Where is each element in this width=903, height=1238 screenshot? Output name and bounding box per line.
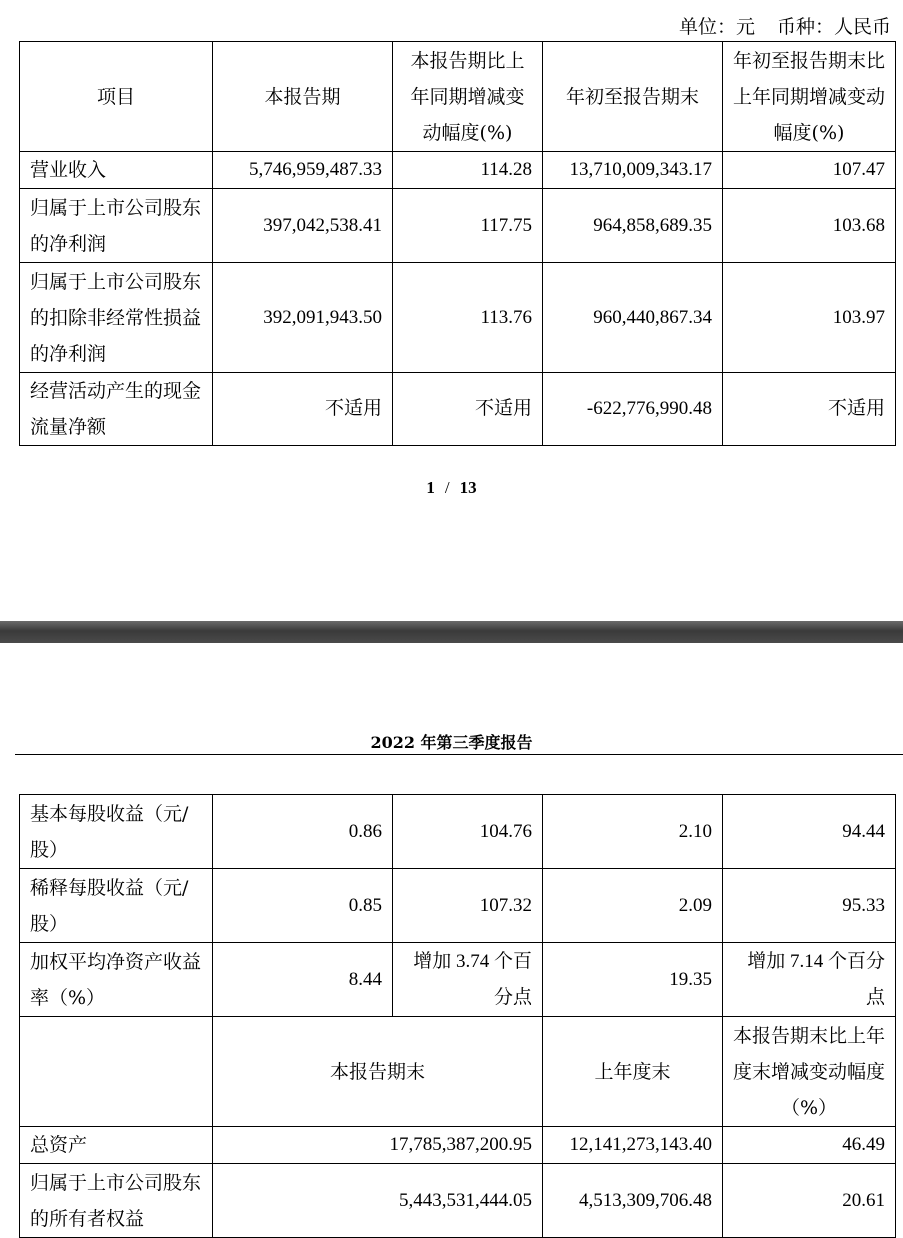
- cell-ytd: 13,710,009,343.17: [543, 152, 723, 189]
- cell-ytd: 960,440,867.34: [543, 263, 723, 373]
- row-label: 营业收入: [20, 152, 213, 189]
- header-ytd-change: 年初至报告期末比上年同期增减变动幅度(%): [723, 42, 896, 152]
- unit-currency-line: [657, 12, 891, 39]
- unit-label: 单位：元: [678, 16, 755, 38]
- subheader-item: [20, 1017, 213, 1127]
- cell-current: 0.85: [213, 869, 393, 943]
- cell-change: 46.49: [723, 1127, 896, 1164]
- row-label: 归属于上市公司股东的所有者权益: [20, 1164, 213, 1238]
- page-total: 13: [459, 478, 477, 497]
- cell-period-end: 17,785,387,200.95: [213, 1127, 543, 1164]
- table-subheader-row: [20, 1017, 896, 1127]
- page-current: 1: [426, 478, 435, 497]
- cell-prior-year-end: 4,513,309,706.48: [543, 1164, 723, 1238]
- cell-ytd-change: 95.33: [723, 869, 896, 943]
- header-ytd: 年初至报告期末: [543, 42, 723, 152]
- cell-change: 107.32: [393, 869, 543, 943]
- document-title: 2022 年第三季度报告: [370, 733, 533, 752]
- row-label: 总资产: [20, 1127, 213, 1164]
- row-label: 归属于上市公司股东的净利润: [20, 189, 213, 263]
- cell-ytd-change: 94.44: [723, 795, 896, 869]
- cell-period-end: 5,443,531,444.05: [213, 1164, 543, 1238]
- table-row: [20, 189, 896, 263]
- page-number: [0, 478, 903, 498]
- page-separator: /: [444, 478, 450, 497]
- row-label: 加权平均净资产收益率（%）: [20, 943, 213, 1017]
- financial-table-1: [19, 41, 896, 446]
- title-rule: [15, 754, 903, 755]
- subheader-change: 本报告期末比上年度末增减变动幅度（%）: [723, 1017, 896, 1127]
- cell-ytd: 2.09: [543, 869, 723, 943]
- cell-prior-year-end: 12,141,273,143.40: [543, 1127, 723, 1164]
- cell-current: 8.44: [213, 943, 393, 1017]
- subheader-prior-year-end: 上年度末: [543, 1017, 723, 1127]
- table-header-row: [20, 42, 896, 152]
- cell-current: 不适用: [213, 373, 393, 446]
- subheader-period-end: 本报告期末: [213, 1017, 543, 1127]
- cell-change: 104.76: [393, 795, 543, 869]
- table-row: [20, 943, 896, 1017]
- header-item: 项目: [20, 42, 213, 152]
- table-row: [20, 373, 896, 446]
- page-divider: [0, 621, 903, 643]
- cell-ytd-change: 增加 7.14 个百分点: [723, 943, 896, 1017]
- cell-ytd-change: 103.97: [723, 263, 896, 373]
- table-row: [20, 869, 896, 943]
- currency-label: 币种：人民币: [776, 16, 891, 38]
- cell-ytd-change: 107.47: [723, 152, 896, 189]
- cell-ytd: 2.10: [543, 795, 723, 869]
- cell-ytd: 964,858,689.35: [543, 189, 723, 263]
- cell-ytd-change: 不适用: [723, 373, 896, 446]
- cell-change: 114.28: [393, 152, 543, 189]
- row-label: 基本每股收益（元/股）: [20, 795, 213, 869]
- cell-change: 增加 3.74 个百分点: [393, 943, 543, 1017]
- cell-ytd: 19.35: [543, 943, 723, 1017]
- cell-current: 0.86: [213, 795, 393, 869]
- header-period-change: 本报告期比上年同期增减变动幅度(%): [393, 42, 543, 152]
- table-row: [20, 263, 896, 373]
- table-row: [20, 1127, 896, 1164]
- table-row: [20, 795, 896, 869]
- financial-table-2: [19, 794, 896, 1238]
- cell-current: 392,091,943.50: [213, 263, 393, 373]
- header-current-period: 本报告期: [213, 42, 393, 152]
- row-label: 归属于上市公司股东的扣除非经常性损益的净利润: [20, 263, 213, 373]
- cell-current: 397,042,538.41: [213, 189, 393, 263]
- cell-change: 不适用: [393, 373, 543, 446]
- cell-change: 20.61: [723, 1164, 896, 1238]
- row-label: 稀释每股收益（元/股）: [20, 869, 213, 943]
- cell-change: 117.75: [393, 189, 543, 263]
- cell-ytd: -622,776,990.48: [543, 373, 723, 446]
- table-row: [20, 1164, 896, 1238]
- table-row: [20, 152, 896, 189]
- row-label: 经营活动产生的现金流量净额: [20, 373, 213, 446]
- cell-ytd-change: 103.68: [723, 189, 896, 263]
- cell-change: 113.76: [393, 263, 543, 373]
- cell-current: 5,746,959,487.33: [213, 152, 393, 189]
